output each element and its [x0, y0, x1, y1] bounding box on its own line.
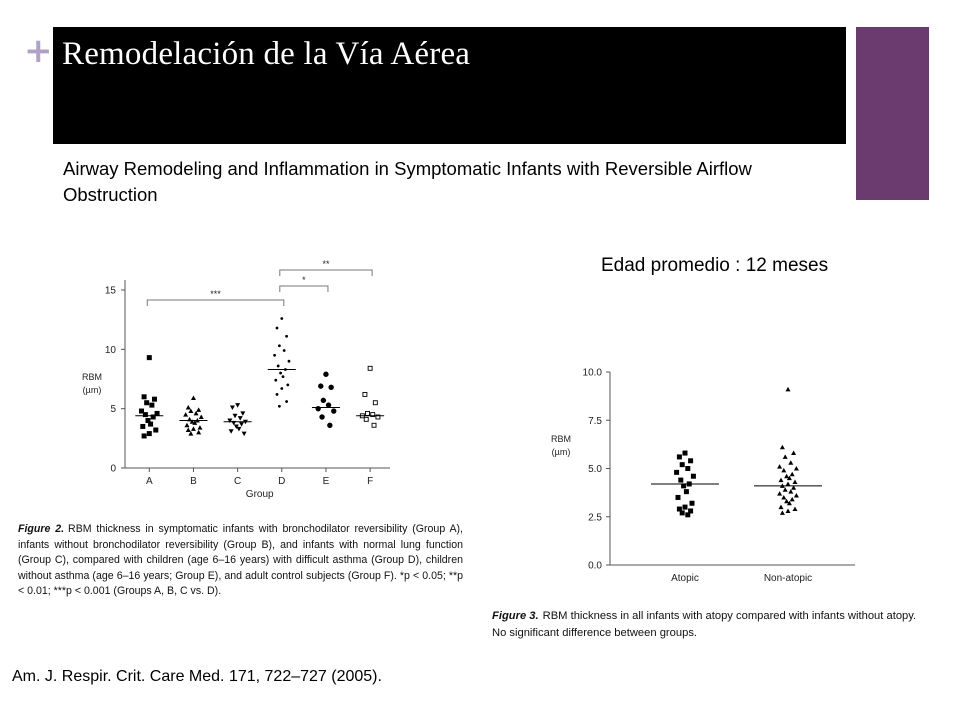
data-point — [229, 429, 234, 434]
data-point — [280, 317, 283, 320]
data-point — [151, 414, 156, 419]
data-point — [277, 365, 280, 368]
y-tick-label: 5.0 — [588, 464, 602, 475]
data-point — [242, 432, 247, 437]
data-point — [684, 489, 689, 494]
data-point — [148, 422, 153, 427]
slide-subtitle: Airway Remodeling and Inflammation in Symptomatic Infants with Reversible Airflow Obstruction — [63, 158, 752, 205]
data-point — [236, 427, 241, 432]
data-point — [186, 428, 191, 433]
data-point — [282, 375, 285, 378]
data-point — [239, 422, 244, 427]
data-point — [191, 395, 196, 400]
data-point — [278, 405, 281, 408]
data-point — [680, 510, 685, 515]
x-tick-label: A — [145, 476, 153, 487]
data-point — [288, 360, 291, 363]
data-point — [779, 505, 784, 510]
data-point — [280, 387, 283, 390]
data-point — [777, 491, 782, 496]
y-tick-label: 10 — [104, 344, 116, 356]
data-point — [781, 495, 786, 500]
data-point — [142, 394, 147, 399]
y-tick-label: 0 — [110, 463, 116, 475]
data-point — [144, 400, 149, 405]
figure3-scatter-chart — [540, 330, 870, 590]
y-axis-unit: (µm) — [82, 385, 102, 395]
y-tick-label: 15 — [104, 285, 116, 297]
data-point — [676, 495, 681, 500]
data-point — [368, 366, 372, 370]
significance-label: * — [302, 275, 306, 285]
y-tick-label: 0.0 — [588, 560, 602, 572]
data-point — [790, 497, 795, 502]
data-point — [153, 428, 158, 433]
data-point — [786, 387, 791, 392]
y-tick-label: 10.0 — [582, 367, 602, 379]
data-point — [373, 401, 377, 405]
data-point — [780, 445, 785, 450]
y-tick-label: 7.5 — [588, 415, 602, 427]
accent-bar — [856, 27, 929, 200]
data-point — [680, 462, 685, 467]
data-point — [319, 414, 324, 419]
data-point — [196, 407, 201, 412]
citation: Am. J. Respir. Crit. Care Med. 171, 722–727 (2005). — [12, 668, 382, 685]
data-point — [788, 489, 793, 494]
data-point — [233, 414, 238, 419]
data-point — [690, 501, 695, 506]
data-point — [143, 412, 148, 417]
data-point — [186, 405, 191, 410]
significance-label: ** — [322, 259, 330, 269]
data-point — [793, 480, 798, 485]
age-note: Edad promedio : 12 meses — [601, 255, 829, 276]
data-point — [240, 411, 245, 416]
figure3-caption — [492, 608, 932, 642]
data-point — [286, 384, 289, 387]
data-point — [683, 451, 688, 456]
figure2-caption — [18, 522, 463, 600]
x-tick-label: B — [190, 476, 197, 487]
plus-icon: + — [24, 31, 53, 71]
x-axis-label: Group — [245, 489, 274, 500]
data-point — [794, 493, 799, 498]
data-point — [777, 464, 782, 469]
figure2-caption-text: RBM thickness in symptomatic infants with bronchodilator reversibility (Group A), infants without bronchodilator reversibility (Group B), and infants with normal lung function (Group C), compared with children (age 6–16 years) with difficult asthma (Group D), children without asthma (age 6–16 years; Group E), and adult control subjects (Group F). *p < 0.05; **p < 0.01; ***p < 0.001 (Groups A, B, C vs. D). — [18, 523, 464, 598]
data-point — [364, 417, 368, 421]
significance-label: *** — [210, 289, 221, 299]
data-point — [276, 327, 279, 330]
data-point — [140, 424, 145, 429]
data-point — [276, 393, 279, 396]
data-point — [786, 481, 791, 486]
data-point — [285, 335, 288, 338]
x-tick-label: F — [367, 476, 374, 487]
data-point — [779, 478, 784, 483]
slide-title: Remodelación de la Vía Aérea — [62, 36, 471, 72]
data-point — [790, 472, 795, 477]
data-point — [683, 505, 688, 510]
data-point — [691, 474, 696, 479]
data-point — [183, 412, 188, 417]
significance-bracket — [147, 300, 284, 306]
data-point — [318, 383, 323, 388]
data-point — [230, 405, 235, 410]
data-point — [315, 406, 320, 411]
data-point — [142, 433, 147, 438]
data-point — [685, 466, 690, 471]
data-point — [274, 379, 277, 382]
data-point — [191, 426, 196, 431]
data-point — [786, 508, 791, 513]
data-point — [328, 385, 333, 390]
data-point — [688, 458, 693, 463]
data-point — [783, 454, 788, 459]
data-point — [227, 419, 232, 424]
y-axis-label: RBM — [82, 372, 102, 382]
data-point — [273, 354, 276, 357]
data-point — [677, 454, 682, 459]
x-tick-label: Non-atopic — [763, 573, 813, 584]
data-point — [366, 411, 370, 415]
data-point — [321, 398, 326, 403]
data-point — [285, 400, 288, 403]
y-axis-label: RBM — [551, 434, 571, 444]
data-point — [781, 468, 786, 473]
data-point — [196, 430, 201, 435]
significance-bracket — [280, 270, 372, 276]
data-point — [147, 355, 152, 360]
figure3-caption-label: Figure 3. — [492, 610, 539, 622]
data-point — [674, 470, 679, 475]
data-point — [372, 423, 376, 427]
data-point — [235, 403, 240, 408]
x-tick-label: C — [234, 476, 242, 487]
data-point — [331, 408, 336, 413]
y-tick-label: 2.5 — [588, 512, 602, 524]
data-point — [780, 510, 785, 515]
data-point — [149, 403, 154, 408]
data-point — [363, 392, 367, 396]
figure2-caption-label: Figure 2. — [18, 523, 65, 535]
data-point — [788, 460, 793, 465]
data-point — [327, 423, 332, 428]
data-point — [197, 425, 202, 430]
data-point — [283, 349, 286, 352]
data-point — [685, 512, 690, 517]
figure2-scatter-chart — [60, 248, 400, 508]
data-point — [279, 372, 282, 375]
data-point — [793, 507, 798, 512]
data-point — [791, 451, 796, 456]
data-point — [238, 416, 243, 421]
data-point — [783, 487, 788, 492]
data-point — [152, 397, 157, 402]
data-point — [278, 344, 281, 347]
x-tick-label: Atopic — [671, 573, 699, 584]
y-axis-unit: (µm) — [551, 447, 571, 457]
data-point — [147, 431, 152, 436]
data-point — [184, 423, 189, 428]
figure3-caption-text: RBM thickness in all infants with atopy compared with infants without atopy. No significant difference between groups. — [492, 610, 917, 639]
y-tick-label: 5 — [110, 404, 116, 416]
data-point — [794, 466, 799, 471]
significance-bracket — [280, 286, 328, 292]
x-tick-label: E — [322, 476, 330, 487]
data-point — [323, 372, 328, 377]
x-tick-label: D — [278, 476, 286, 487]
data-point — [678, 478, 683, 483]
data-point — [199, 414, 204, 419]
